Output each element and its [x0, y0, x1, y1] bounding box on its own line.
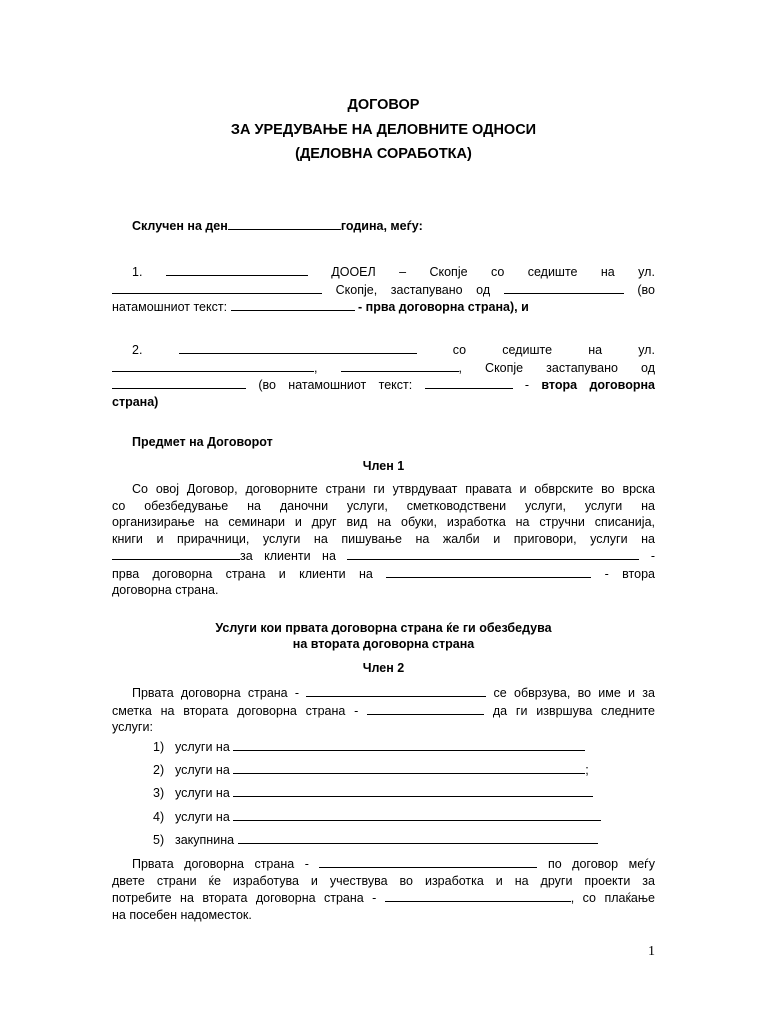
article-2-second-party-blank: [367, 702, 484, 715]
article-2-p2-line-2: двете страни ќе изработува и учествува во изработка и на други проекти за: [112, 873, 655, 888]
article-2-paragraph-1: [112, 684, 655, 736]
article-1-line-1: Со овој Договор, договорните страни ги утврдуваат правата и обврските во врска: [132, 482, 655, 496]
article-2-first-party-blank: [306, 684, 486, 697]
article-1-line-7: договорна страна.: [112, 583, 219, 597]
service-4-blank: [233, 808, 601, 821]
article-2-first-party-blank-2: [319, 855, 537, 868]
intro-line: Склучен на ден година, меѓу:: [132, 219, 423, 233]
article-1-paragraph: [112, 481, 655, 599]
party-2-representative-blank: [112, 376, 246, 389]
contract-subtitle-parenthetical: (ДЕЛОВНА СОРАБОТКА): [295, 146, 472, 162]
party-1-line-1: 1. ДООЕЛ – Скопје со седиште на ул.: [132, 265, 655, 279]
article-2-paragraph-2: [112, 855, 655, 923]
service-1-blank: [233, 738, 585, 751]
party-2-line-1: 2. со седиште на ул.: [132, 343, 655, 357]
article-2-p1-line-3: услуги:: [112, 720, 153, 734]
document-page: [112, 0, 655, 1024]
article-1-clients-blank: [347, 547, 639, 560]
section-2-heading: Услуги кои првата договорна страна ќе ги обезбедува: [215, 621, 552, 635]
party-2-line-4: страна): [112, 394, 159, 409]
section-2-heading-line-2: на втората договорна страна: [292, 637, 475, 651]
party-2-line-3: (во натамошниот текст: - втора договорна: [112, 376, 655, 394]
service-3-blank: [233, 784, 593, 797]
article-1-line-2: со обезбедување на даночни услуги, сметководствени услуги, услуги на: [112, 498, 655, 513]
article-1-second-party-blank: [386, 565, 591, 578]
list-item: 3) услуги на: [153, 784, 593, 802]
party-2-name-blank: [179, 341, 417, 354]
article-2-p2-line-1: Првата договорна страна - по договор меѓу: [132, 857, 655, 871]
article-2-heading: Член 2: [362, 661, 405, 675]
party-1-short-name-blank: [231, 298, 355, 311]
party-1-street-blank: [112, 281, 322, 294]
list-item: 5) закупнина: [153, 831, 598, 849]
contract-subtitle: ЗА УРЕДУВАЊЕ НА ДЕЛОВНИТЕ ОДНОСИ: [230, 122, 537, 138]
party-1-representative-blank: [504, 281, 624, 294]
article-2-p2-line-3: потребите на втората договорна страна - , со плаќање: [112, 891, 655, 905]
article-1-line-3: организирање на семинари и друг вид на обуки, изработка на стручни списанија,: [112, 515, 655, 529]
article-2-p2-line-4: на посебен надоместок.: [112, 907, 252, 922]
section-1-heading: Предмет на Договорот: [132, 435, 273, 449]
date-blank: [228, 217, 341, 230]
party-2-street-blank: [112, 359, 314, 372]
contract-title: ДОГОВОР: [347, 97, 420, 113]
rent-blank: [238, 831, 598, 844]
party-2-block: [112, 341, 655, 410]
article-2-second-party-blank-2: [385, 889, 571, 902]
list-item: 1) услуги на: [153, 738, 585, 756]
article-2-p1-line-2: сметка на втората договорна страна - да ги извршува следните: [112, 703, 655, 718]
article-1-line-6: прва договорна страна и клиенти на - втора: [112, 566, 655, 581]
party-1-name-blank: [166, 263, 308, 276]
list-item: 4) услуги на: [153, 808, 601, 826]
party-1-block: [112, 263, 655, 316]
list-item: 2) услуги на ;: [153, 763, 589, 777]
page-number: 1: [648, 944, 655, 959]
article-1-service-blank: [112, 547, 240, 560]
party-1-line-3: натамошниот текст: - прва договорна страна), и: [112, 300, 529, 314]
article-1-line-4: книги и прирачници, услуги на пишување на жалби и приговори, услуги на: [112, 531, 655, 546]
service-2-blank: [233, 761, 585, 774]
article-1-line-5: за клиенти на -: [112, 547, 655, 565]
party-2-number-blank: [341, 359, 459, 372]
party-2-short-name-blank: [425, 376, 513, 389]
party-2-line-2: , , Скопје застапувано од: [112, 359, 655, 377]
party-1-line-2: Скопје, застапувано од (во: [112, 281, 655, 299]
article-2-p1-line-1: Првата договорна страна - се обврзува, во име и за: [132, 686, 655, 700]
article-1-heading: Член 1: [362, 459, 405, 473]
